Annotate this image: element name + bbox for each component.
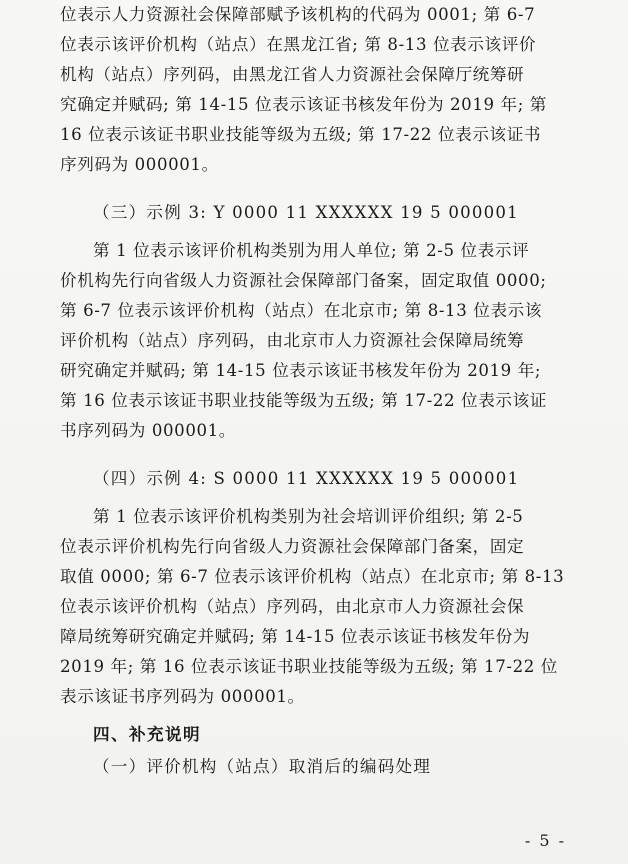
example-4-line: 表示该证书序列码为 000001。 <box>60 687 305 706</box>
example-4-line: 障局统筹研究确定并赋码; 第 14-15 位表示该证书核发年份为 <box>60 627 531 646</box>
example-3-line: 评价机构（站点）序列码，由北京市人力资源社会保障局统筹 <box>60 331 525 350</box>
document-body <box>60 0 576 782</box>
example-3-line: 第 6-7 位表示该评价机构（站点）在北京市; 第 8-13 位表示该 <box>60 301 543 320</box>
body-line: 位表示人力资源社会保障部赋予该机构的代码为 0001; 第 6-7 <box>60 5 536 24</box>
example-3-line: 第 16 位表示该证书职业技能等级为五级; 第 17-22 位表示该证 <box>60 391 547 410</box>
body-line: 16 位表示该证书职业技能等级为五级; 第 17-22 位表示该证书 <box>60 125 542 144</box>
section-4-subheading: （一）评价机构（站点）取消后的编码处理 <box>93 757 432 776</box>
example-3-line: 书序列码为 000001。 <box>60 421 236 440</box>
example-3-line: 研究确定并赋码; 第 14-15 位表示该证书核发年份为 2019 年; <box>60 361 542 380</box>
example-4-line: 第 1 位表示该评价机构类别为社会培训评价组织; 第 2-5 <box>93 507 524 526</box>
section-4-heading: 四、补充说明 <box>93 725 201 744</box>
body-line: 究确定并赋码; 第 14-15 位表示该证书核发年份为 2019 年; 第 <box>60 95 547 114</box>
example-4-title: （四）示例 4: S 0000 11 XXXXXX 19 5 000001 <box>93 469 520 488</box>
example-3-line: 价机构先行向省级人力资源社会保障部门备案，固定取值 0000; <box>60 271 547 290</box>
example-4-line: 取值 0000; 第 6-7 位表示该评价机构（站点）在北京市; 第 8-13 <box>60 567 565 586</box>
example-4-line: 位表示该评价机构（站点）序列码，由北京市人力资源社会保 <box>60 597 525 616</box>
body-line: 机构（站点）序列码，由黑龙江省人力资源社会保障厅统筹研 <box>60 65 525 84</box>
example-4-line: 位表示评价机构先行向省级人力资源社会保障部门备案，固定 <box>60 537 525 556</box>
body-line: 序列码为 000001。 <box>60 155 219 174</box>
page-number: - 5 - <box>524 831 566 850</box>
example-4-line: 2019 年; 第 16 位表示该证书职业技能等级为五级; 第 17-22 位 <box>60 657 558 676</box>
example-3-title: （三）示例 3: Y 0000 11 XXXXXX 19 5 000001 <box>93 203 519 222</box>
example-3-line: 第 1 位表示该评价机构类别为用人单位; 第 2-5 位表示评 <box>93 241 530 260</box>
body-line: 位表示该评价机构（站点）在黑龙江省; 第 8-13 位表示该评价 <box>60 35 537 54</box>
